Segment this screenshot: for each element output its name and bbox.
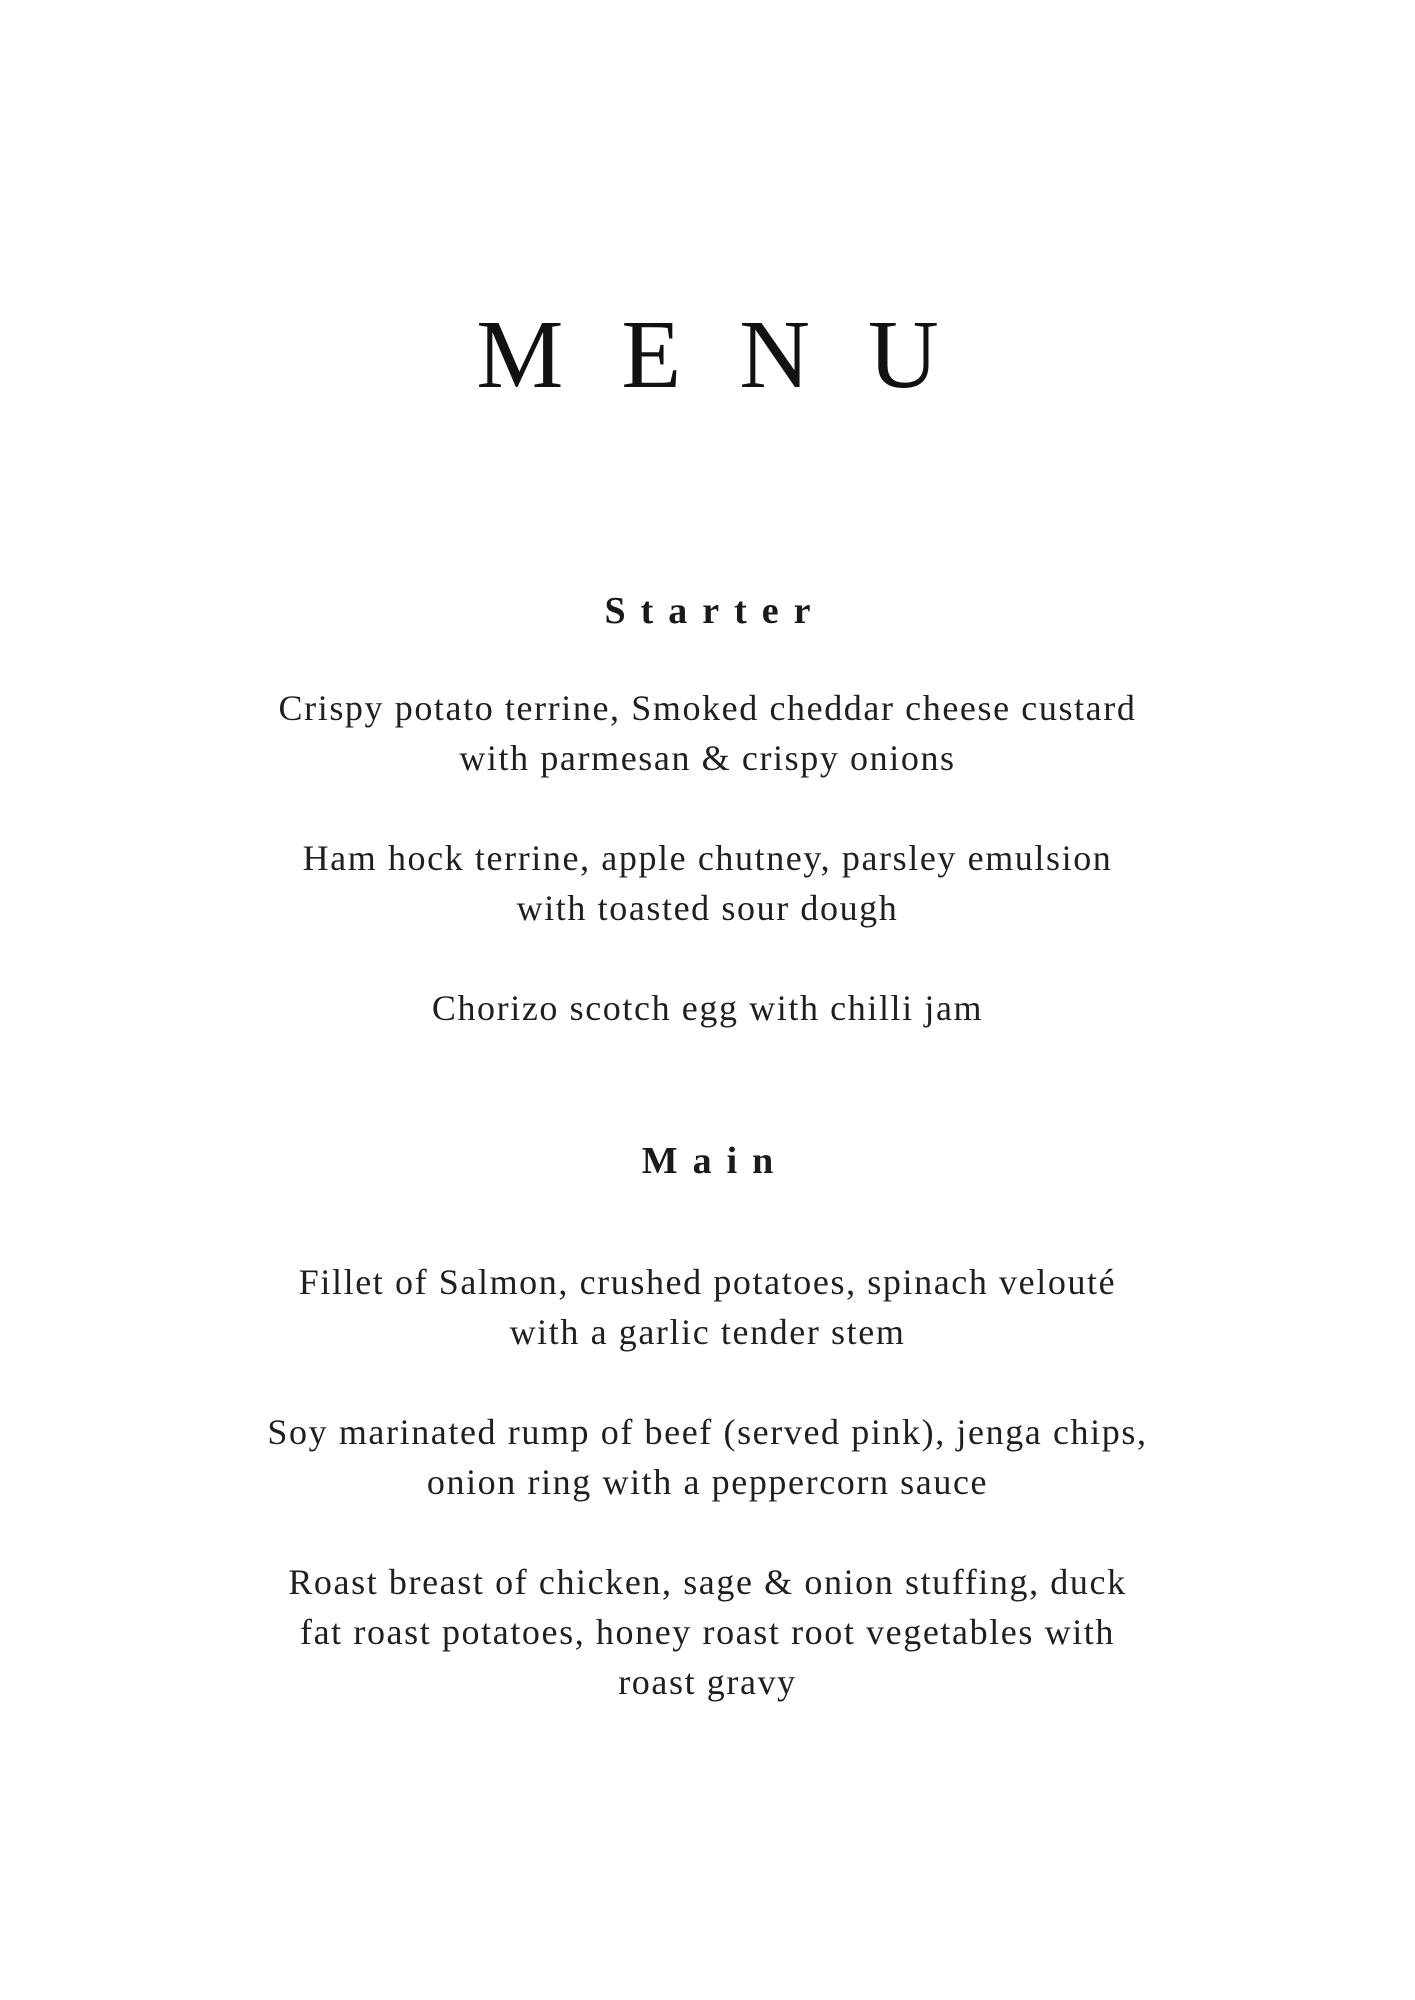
dish-line: with toasted sour dough bbox=[516, 888, 899, 928]
dish-line: Roast breast of chicken, sage & onion stuffing, duck bbox=[288, 1562, 1127, 1602]
dish-line: with parmesan & crispy onions bbox=[459, 738, 956, 778]
dish-line: roast gravy bbox=[618, 1662, 797, 1702]
section-heading-main: Main bbox=[641, 1140, 789, 1182]
dish-main-3 bbox=[230, 1557, 1185, 1707]
dish-line: Chorizo scotch egg with chilli jam bbox=[431, 988, 984, 1028]
dish-line: onion ring with a peppercorn sauce bbox=[426, 1462, 989, 1502]
dish-line: Fillet of Salmon, crushed potatoes, spinach velouté bbox=[298, 1262, 1117, 1302]
dish-line: Ham hock terrine, apple chutney, parsley emulsion bbox=[302, 838, 1113, 878]
dish-line: fat roast potatoes, honey roast root vegetables with bbox=[300, 1612, 1115, 1652]
dish-main-2 bbox=[230, 1407, 1185, 1507]
dish-line: Crispy potato terrine, Smoked cheddar cheese custard bbox=[278, 688, 1137, 728]
dish-starter-2 bbox=[230, 833, 1185, 933]
dish-line: Soy marinated rump of beef (served pink), jenga chips, bbox=[267, 1412, 1148, 1452]
section-heading-starter: Starter bbox=[604, 590, 826, 632]
dish-line: with a garlic tender stem bbox=[509, 1312, 906, 1352]
dish-main-1 bbox=[230, 1257, 1185, 1357]
dish-starter-3 bbox=[230, 983, 1185, 1033]
menu-title: MENU bbox=[476, 301, 997, 409]
dish-starter-1 bbox=[230, 683, 1185, 783]
